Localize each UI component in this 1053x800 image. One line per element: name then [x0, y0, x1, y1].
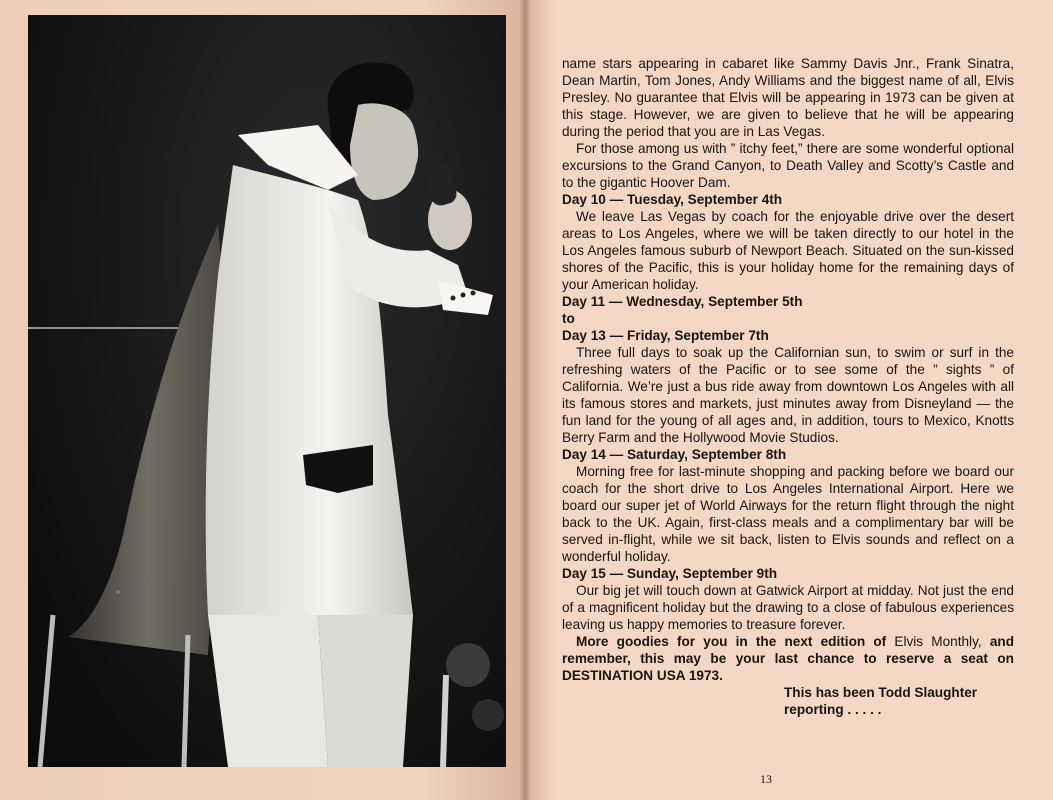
day-heading: to — [562, 311, 575, 326]
day-heading: Day 13 — Friday, September 7th — [562, 328, 769, 343]
day-heading: Day 10 — Tuesday, September 4th — [562, 192, 783, 207]
day-heading: Day 14 — Saturday, September 8th — [562, 447, 787, 462]
paragraph: For those among us with ” itchy feet,” there are some wonderful optional excursions to the Grand Canyon, to Death Valley and Scotty’s Castle and to the gigantic Hoover Dam. — [562, 141, 1014, 190]
paragraph: name stars appearing in cabaret like Sammy Davis Jnr., Frank Sinatra, Dean Martin, Tom Jones, Andy Williams and the biggest name of all, Elvis Presley. No guarantee that Elvis will be appearing in 1973 can be given at this stage. However, we are given to believe that he will be appearing during the period that you are in Las Vegas. — [562, 56, 1014, 139]
article-text — [562, 55, 1014, 718]
closing-text-1: More goodies for you in the next edition of — [576, 634, 895, 649]
performer-photo — [28, 15, 506, 767]
day-heading: Day 11 — Wednesday, September 5th — [562, 294, 803, 309]
paragraph: Our big jet will touch down at Gatwick Airport at midday. Not just the end of a magnificent holiday but the drawing to a close of fabulous experiences leaving us happy memories to treasure forever. — [562, 583, 1014, 632]
magazine-title: Elvis Monthly, — [894, 634, 982, 649]
signoff-line-1: This has been Todd Slaughter — [784, 685, 978, 700]
paragraph: Three full days to soak up the Californian sun, to swim or surf in the refreshing waters of the Pacific or to see some of the ” sights ” of California. We’re just a bus ride away from downtown Los Angeles with all its famous stores and markets, just minutes away from Disneyland — the fun land for the young of all ages and, in addition, tours to Mexico, Knotts Berry Farm and the Hollywood Movie Studios. — [562, 345, 1014, 445]
performer-photo-illustration — [28, 15, 506, 767]
day-heading: Day 15 — Sunday, September 9th — [562, 566, 778, 581]
paragraph: We leave Las Vegas by coach for the enjoyable drive over the desert areas to Los Angeles, where we will be taken directly to our hotel in the Los Angeles famous suburb of Newport Beach. Situated on the sun-kissed shores of the Pacific, this is your holiday home for the remaining days of your American holiday. — [562, 209, 1014, 292]
page-gutter — [519, 0, 531, 800]
paragraph: Morning free for last-minute shopping and packing before we board our coach for the short drive to Los Angeles International Airport. Here we board our super jet of World Airways for the return flight through the night back to the UK. Again, first-class meals and a complimentary bar will be served in-flight, while we sit back, listen to Elvis sounds and reflect on a wonderful holiday. — [562, 464, 1014, 564]
closing-text-2: and remember, this may be your last chance to reserve a seat on DESTINATION USA 1973. — [562, 634, 1015, 683]
left-page — [0, 0, 524, 800]
signoff-line-2: reporting . . . . . — [784, 702, 882, 717]
closing-paragraph — [562, 633, 1014, 684]
page-number: 13 — [760, 772, 772, 786]
